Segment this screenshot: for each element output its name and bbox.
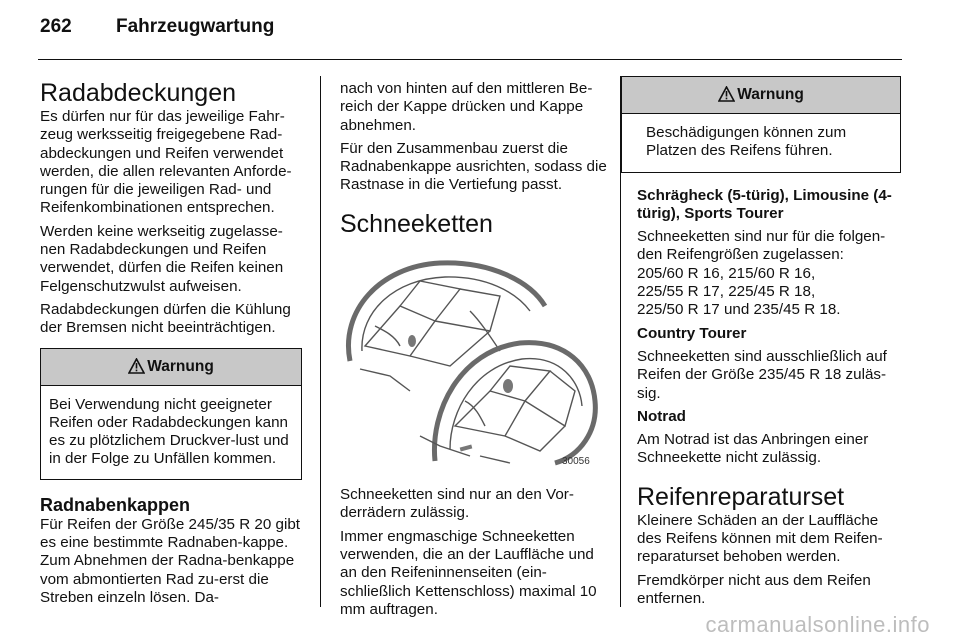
- paragraph: Schneeketten sind nur an den Vor-derrädern zulässig.: [340, 486, 574, 522]
- warning-text: Bei Verwendung nicht geeigneter Reifen oder Radabdeckungen kann es zu plötzlichem Druckver-lust und in der Folge zu Unfällen kommen.: [49, 395, 289, 468]
- column-2: [340, 80, 608, 624]
- subheading-country-tourer: Country Tourer: [637, 324, 747, 342]
- column-1: [40, 78, 308, 612]
- warning-header: [622, 77, 900, 114]
- paragraph: Immer engmaschige Schneeketten verwenden, die an der Lauffläche und an den Reifeninnenseiten (ein-schließlich Kettenschloss) maximal 10 mm auftragen.: [340, 527, 597, 618]
- heading-radnabenkappen: Radnabenkappen: [40, 494, 191, 515]
- paragraph: Am Notrad ist das Anbringen einer Schneekette nicht zulässig.: [637, 431, 869, 467]
- chapter-title: Fahrzeugwartung: [116, 16, 275, 37]
- column-3: [621, 76, 903, 613]
- paragraph: Für Reifen der Größe 245/35 R 20 gibt es eine bestimmte Radnaben-kappe. Zum Abnehmen der Radna-benkappe vom abmontierten Rad zu-erst die Streben einzeln lösen. Da-: [40, 515, 301, 606]
- header-rule: [38, 59, 902, 60]
- warning-box: [40, 348, 302, 480]
- tire-size: 205/60 R 16, 215/60 R 16,: [637, 264, 816, 282]
- subheading-notrad: Notrad: [637, 407, 686, 425]
- watermark: carmanualsonline.info: [705, 612, 930, 637]
- column-divider-1: [320, 76, 321, 607]
- warning-triangle-icon: [718, 86, 735, 102]
- paragraph: Fremdkörper nicht aus dem Reifen entfernen.: [637, 571, 871, 607]
- paragraph: Für den Zusammenbau zuerst die Radnabenkappe ausrichten, sodass die Rastnase in die Vertiefung passt.: [340, 139, 607, 194]
- paragraph: Kleinere Schäden an der Lauffläche des Reifens können mit dem Reifen-reparaturset behoben werden.: [637, 511, 883, 566]
- warning-triangle-icon: [128, 358, 145, 374]
- paragraph: Werden keine werkseitig zugelasse-nen Radabdeckungen und Reifen verwendet, dürfen die Reifen keinen Felgenschutzwulst aufweisen.: [40, 222, 284, 295]
- heading-schneeketten: Schneeketten: [340, 209, 493, 238]
- heading-reifenreparaturset: Reifenreparaturset: [637, 482, 845, 511]
- paragraph: Es dürfen nur für das jeweilige Fahr-zeug werksseitig freigegebene Rad-abdeckungen und Reifen verwendet werden, die allen relevanten Anforde-rungen für die jeweiligen Rad- und Reifenkombinationen entsprechen.: [40, 108, 292, 217]
- paragraph: nach von hinten auf den mittleren Be-reich der Kappe drücken und Kappe abnehmen.: [340, 80, 593, 134]
- warning-title: Warnung: [737, 86, 804, 103]
- subheading-body-styles: Schrägheck (5-türig), Limousine (4-türig), Sports Tourer: [637, 186, 892, 222]
- figure-number: 30056: [562, 455, 590, 467]
- warning-header: [41, 349, 301, 386]
- paragraph: Schneeketten sind ausschließlich auf Reifen der Größe 235/45 R 18 zuläs-sig.: [637, 347, 887, 402]
- column-3-text: [621, 187, 903, 609]
- page-number: 262: [40, 16, 72, 37]
- warning-title: Warnung: [147, 357, 214, 375]
- paragraph: Schneeketten sind nur für die folgen-den Reifengrößen zugelassen:: [637, 228, 886, 264]
- warning-text: Beschädigungen können zum Platzen des Reifens führen.: [646, 124, 847, 160]
- tire-size: 225/55 R 17, 225/45 R 18,: [637, 283, 816, 301]
- tire-size: 225/50 R 17 und 235/45 R 18.: [637, 301, 841, 319]
- heading-radabdeckungen: Radabdeckungen: [40, 79, 236, 107]
- paragraph: Radabdeckungen dürfen die Kühlung der Bremsen nicht beeinträchtigen.: [40, 300, 291, 337]
- warning-box: [621, 76, 901, 173]
- snow-chain-figure: [340, 251, 602, 471]
